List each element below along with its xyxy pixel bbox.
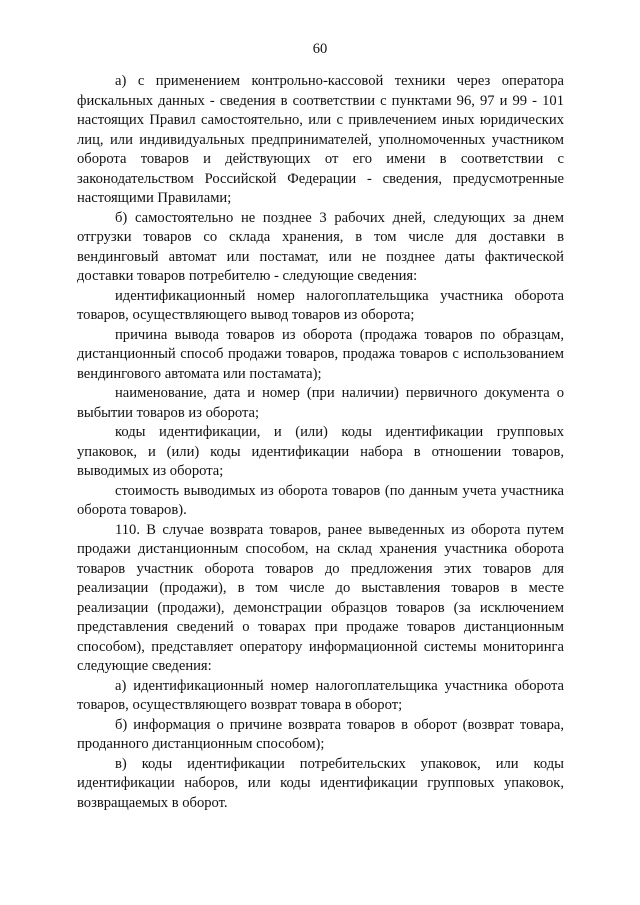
paragraph-primary-document: наименование, дата и номер (при наличии) первичного документа о выбытии товаров из оборота; xyxy=(77,385,564,421)
page-number: 60 xyxy=(312,41,328,57)
paragraph-item-a-fiscal: а) с применением контрольно-кассовой техники через оператора фискальных данных - сведения в соответствии с пунктами 96, 97 и 99 - 101 настоящих Правил самостоятельно, или с привлечением иных юридических лиц, или индивидуальных предпринимателей, уполномоченных участником оборота товаров и действующих от его имени в соответствии с законодательством Российской Федерации - сведения, предусмотренные настоящими Правилами; xyxy=(77,73,564,206)
paragraph-identification-codes: коды идентификации, и (или) коды идентификации групповых упаковок, и (или) коды идентификации набора в отношении товаров, выводимых из оборота; xyxy=(77,424,564,479)
paragraph-withdrawal-reason: причина вывода товаров из оборота (продажа товаров по образцам, дистанционный способ продажи товаров, продажа товаров с использованием вендингового автомата или постамата); xyxy=(77,326,564,382)
paragraph-item-b-self: б) самостоятельно не позднее 3 рабочих дней, следующих за днем отгрузки товаров со склада хранения, в том числе для доставки в вендинговый автомат или постамат, или не позднее даты фактической доставки товаров потребителю - следующие сведения: xyxy=(77,209,564,284)
paragraph-return-inn: а) идентификационный номер налогоплательщика участника оборота товаров, осуществляющего возврат товара в оборот; xyxy=(77,677,564,713)
paragraph-return-codes: в) коды идентификации потребительских упаковок, или коды идентификации наборов, или коды идентификации групповых упаковок, возвращаемых в оборот. xyxy=(77,755,564,811)
paragraph-return-reason: б) информация о причине возврата товаров в оборот (возврат товара, проданного дистанционным способом); xyxy=(77,716,564,752)
paragraph-inn: идентификационный номер налогоплательщика участника оборота товаров, осуществляющего вывод товаров из оборота; xyxy=(77,287,564,323)
document-body xyxy=(77,72,564,813)
paragraph-clause-110: 110. В случае возврата товаров, ранее выведенных из оборота путем продажи дистанционным способом, на склад хранения участника оборота товаров участник оборота товаров до предложения этих товаров для реализации (продажи), в том числе до выставления товаров в месте реализации (продажи), демонстрации образцов товаров (за исключением представления сведений о товарах при продаже товаров дистанционным способом), представляет оператору информационной системы мониторинга следующие сведения: xyxy=(77,521,564,674)
paragraph-cost: стоимость выводимых из оборота товаров (по данным учета участника оборота товаров). xyxy=(77,482,564,518)
